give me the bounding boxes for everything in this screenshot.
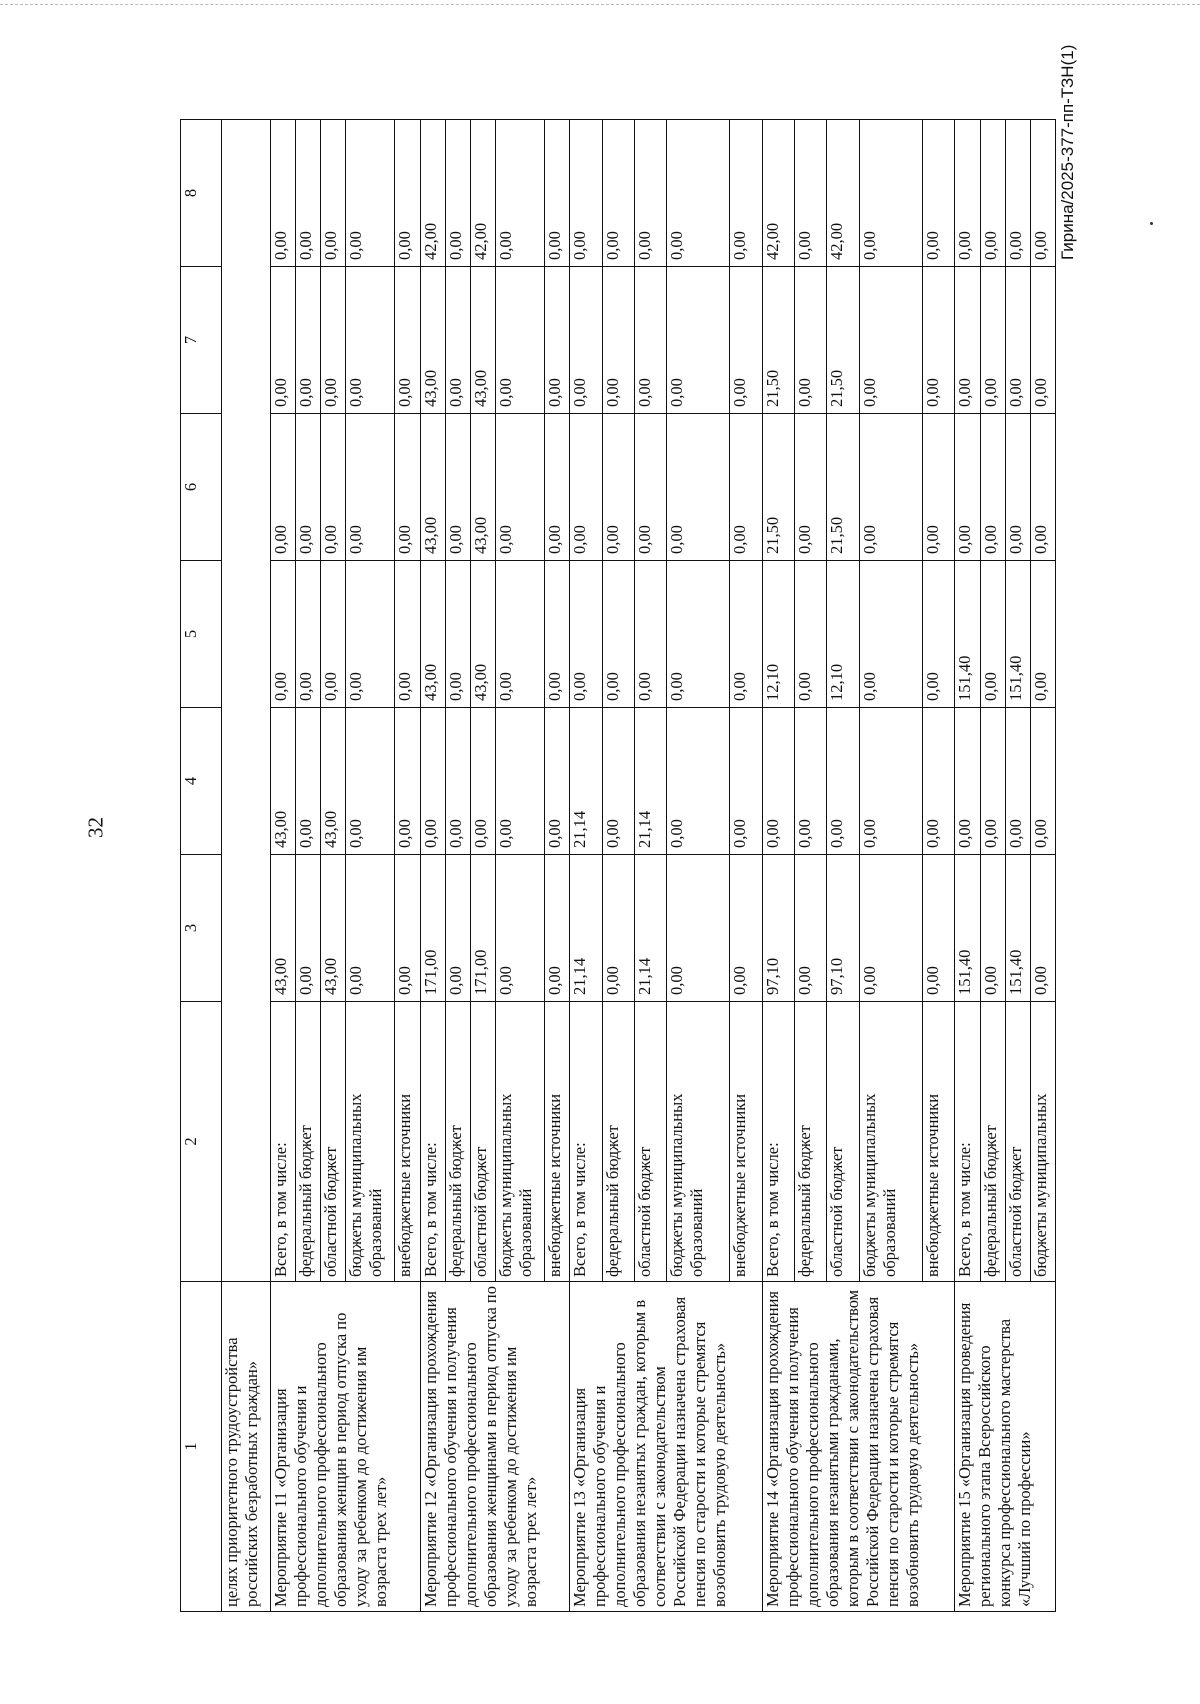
amount-cell: 0,00 bbox=[923, 120, 955, 267]
amount-cell: 0,00 bbox=[859, 120, 922, 267]
amount-cell: 0,00 bbox=[955, 267, 980, 414]
amount-cell: 171,00 bbox=[420, 855, 445, 1002]
amount-cell: 43,00 bbox=[420, 561, 445, 708]
amount-cell: 0,00 bbox=[955, 120, 980, 267]
amount-cell: 0,00 bbox=[980, 561, 1005, 708]
amount-cell: 0,00 bbox=[634, 120, 666, 267]
amount-cell: 0,00 bbox=[545, 708, 570, 855]
funding-source-label: областной бюджет bbox=[1005, 1002, 1030, 1282]
amount-cell: 0,00 bbox=[1005, 267, 1030, 414]
amount-cell: 43,00 bbox=[470, 561, 495, 708]
amount-cell: 0,00 bbox=[545, 414, 570, 561]
amount-cell: 0,00 bbox=[730, 561, 762, 708]
amount-cell: 151,40 bbox=[955, 561, 980, 708]
amount-cell: 0,00 bbox=[346, 708, 395, 855]
amount-cell: 0,00 bbox=[1030, 267, 1055, 414]
amount-cell: 0,00 bbox=[667, 855, 730, 1002]
amount-cell: 0,00 bbox=[346, 267, 395, 414]
amount-cell: 0,00 bbox=[1030, 855, 1055, 1002]
column-header-2: 2 bbox=[181, 1002, 222, 1282]
amount-cell: 0,00 bbox=[634, 414, 666, 561]
amount-cell: 0,00 bbox=[495, 708, 544, 855]
funding-source-label: бюджеты муниципальных образований bbox=[495, 1002, 544, 1282]
amount-cell: 0,00 bbox=[395, 855, 420, 1002]
document-code: Гирина/2025-377-пп-ТЗН(1) bbox=[1058, 44, 1077, 260]
amount-cell: 0,00 bbox=[395, 561, 420, 708]
amount-cell: 0,00 bbox=[321, 414, 346, 561]
amount-cell: 0,00 bbox=[495, 120, 544, 267]
funding-source-label: федеральный бюджет bbox=[980, 1002, 1005, 1282]
table-row bbox=[762, 120, 794, 1612]
funding-source-label: внебюджетные источники bbox=[395, 1002, 420, 1282]
stray-mark bbox=[1150, 222, 1153, 225]
intro-row bbox=[222, 120, 271, 1612]
funding-source-label: областной бюджет bbox=[470, 1002, 495, 1282]
budget-table-rotated bbox=[180, 119, 1056, 1612]
amount-cell: 0,00 bbox=[762, 708, 794, 855]
amount-cell: 0,00 bbox=[980, 120, 1005, 267]
amount-cell: 0,00 bbox=[955, 414, 980, 561]
amount-cell: 21,50 bbox=[762, 414, 794, 561]
amount-cell: 0,00 bbox=[395, 414, 420, 561]
amount-cell: 0,00 bbox=[495, 267, 544, 414]
amount-cell: 0,00 bbox=[730, 267, 762, 414]
amount-cell: 0,00 bbox=[795, 561, 827, 708]
amount-cell: 0,00 bbox=[1030, 414, 1055, 561]
funding-source-label: Всего, в том числе: bbox=[271, 1002, 296, 1282]
column-header-5: 5 bbox=[181, 561, 222, 708]
amount-cell: 171,00 bbox=[470, 855, 495, 1002]
table-row bbox=[955, 120, 980, 1612]
amount-cell: 0,00 bbox=[271, 120, 296, 267]
budget-table bbox=[180, 119, 1056, 1612]
column-header-4: 4 bbox=[181, 708, 222, 855]
amount-cell: 0,00 bbox=[667, 708, 730, 855]
amount-cell: 0,00 bbox=[346, 855, 395, 1002]
amount-cell: 0,00 bbox=[445, 120, 470, 267]
amount-cell: 151,40 bbox=[1005, 561, 1030, 708]
amount-cell: 0,00 bbox=[570, 120, 602, 267]
amount-cell: 0,00 bbox=[1005, 120, 1030, 267]
amount-cell: 0,00 bbox=[445, 414, 470, 561]
amount-cell: 0,00 bbox=[795, 708, 827, 855]
amount-cell: 42,00 bbox=[827, 120, 859, 267]
amount-cell: 0,00 bbox=[346, 120, 395, 267]
measure-title: Мероприятие 14 «Организация прохождения профессионального обучения и получения дополнительного профессионального образования незанятыми гражданами, которым в соответствии с законодательством Российской Федерации назначена страховая пенсия по старости и которые стремятся возобновить трудовую деятельность» bbox=[762, 1282, 955, 1612]
amount-cell: 0,00 bbox=[296, 267, 321, 414]
amount-cell: 42,00 bbox=[420, 120, 445, 267]
amount-cell: 0,00 bbox=[1030, 708, 1055, 855]
amount-cell: 0,00 bbox=[420, 708, 445, 855]
amount-cell: 0,00 bbox=[296, 708, 321, 855]
amount-cell: 0,00 bbox=[1030, 561, 1055, 708]
amount-cell: 0,00 bbox=[1005, 708, 1030, 855]
amount-cell: 0,00 bbox=[570, 414, 602, 561]
amount-cell: 0,00 bbox=[923, 267, 955, 414]
amount-cell: 21,50 bbox=[762, 267, 794, 414]
amount-cell: 0,00 bbox=[321, 120, 346, 267]
amount-cell: 0,00 bbox=[346, 561, 395, 708]
amount-cell: 0,00 bbox=[602, 414, 634, 561]
amount-cell: 0,00 bbox=[346, 414, 395, 561]
funding-source-label: Всего, в том числе: bbox=[420, 1002, 445, 1282]
amount-cell: 0,00 bbox=[495, 414, 544, 561]
column-header-1: 1 bbox=[181, 1282, 222, 1612]
amount-cell: 43,00 bbox=[321, 855, 346, 1002]
amount-cell: 0,00 bbox=[445, 267, 470, 414]
scan-edge-line bbox=[0, 4, 1200, 5]
intro-text: целях приоритетного трудоустройства российских безработных граждан» bbox=[222, 1282, 271, 1612]
amount-cell: 43,00 bbox=[470, 414, 495, 561]
funding-source-label: Всего, в том числе: bbox=[762, 1002, 794, 1282]
amount-cell: 0,00 bbox=[923, 708, 955, 855]
amount-cell: 42,00 bbox=[470, 120, 495, 267]
funding-source-label: бюджеты муниципальных образований bbox=[346, 1002, 395, 1282]
amount-cell: 0,00 bbox=[445, 561, 470, 708]
amount-cell: 0,00 bbox=[795, 120, 827, 267]
amount-cell: 43,00 bbox=[470, 267, 495, 414]
column-header-6: 6 bbox=[181, 414, 222, 561]
amount-cell: 12,10 bbox=[762, 561, 794, 708]
funding-source-label: бюджеты муниципальных образований bbox=[859, 1002, 922, 1282]
page-number: 32 bbox=[83, 817, 108, 838]
amount-cell: 0,00 bbox=[667, 267, 730, 414]
amount-cell: 0,00 bbox=[923, 855, 955, 1002]
amount-cell: 0,00 bbox=[445, 708, 470, 855]
amount-cell: 43,00 bbox=[420, 414, 445, 561]
amount-cell: 21,14 bbox=[634, 855, 666, 1002]
amount-cell: 0,00 bbox=[955, 708, 980, 855]
amount-cell: 0,00 bbox=[395, 120, 420, 267]
amount-cell: 12,10 bbox=[827, 561, 859, 708]
amount-cell: 0,00 bbox=[980, 267, 1005, 414]
amount-cell: 0,00 bbox=[271, 561, 296, 708]
amount-cell: 151,40 bbox=[955, 855, 980, 1002]
amount-cell: 0,00 bbox=[634, 561, 666, 708]
amount-cell: 0,00 bbox=[445, 855, 470, 1002]
amount-cell: 0,00 bbox=[296, 561, 321, 708]
funding-source-label: областной бюджет bbox=[634, 1002, 666, 1282]
header-row bbox=[181, 120, 222, 1612]
funding-source-label: областной бюджет bbox=[321, 1002, 346, 1282]
table-row bbox=[420, 120, 445, 1612]
amount-cell: 0,00 bbox=[795, 414, 827, 561]
amount-cell: 21,50 bbox=[827, 414, 859, 561]
table-row bbox=[271, 120, 296, 1612]
funding-source-label: Всего, в том числе: bbox=[570, 1002, 602, 1282]
measure-title: Мероприятие 15 «Организация проведения регионального этапа Всероссийского конкурса профессионального мастерства «Лучший по профессии» bbox=[955, 1282, 1056, 1612]
amount-cell: 21,14 bbox=[570, 708, 602, 855]
amount-cell: 0,00 bbox=[667, 120, 730, 267]
amount-cell: 43,00 bbox=[271, 855, 296, 1002]
amount-cell: 0,00 bbox=[545, 120, 570, 267]
table-row bbox=[570, 120, 602, 1612]
amount-cell: 43,00 bbox=[271, 708, 296, 855]
amount-cell: 151,40 bbox=[1005, 855, 1030, 1002]
amount-cell: 0,00 bbox=[667, 414, 730, 561]
amount-cell: 0,00 bbox=[321, 561, 346, 708]
amount-cell: 43,00 bbox=[420, 267, 445, 414]
amount-cell: 0,00 bbox=[923, 561, 955, 708]
amount-cell: 0,00 bbox=[570, 267, 602, 414]
amount-cell: 0,00 bbox=[1030, 120, 1055, 267]
amount-cell: 0,00 bbox=[395, 267, 420, 414]
measure-title: Мероприятие 13 «Организация профессионального обучения и дополнительного профессионального образования незанятых граждан, которым в соответствии с законодательством Российской Федерации назначена страховая пенсия по старости и которые стремятся возобновить трудовую деятельность» bbox=[570, 1282, 763, 1612]
amount-cell: 0,00 bbox=[730, 120, 762, 267]
amount-cell: 0,00 bbox=[859, 414, 922, 561]
amount-cell: 0,00 bbox=[296, 855, 321, 1002]
amount-cell: 97,10 bbox=[762, 855, 794, 1002]
amount-cell: 21,14 bbox=[634, 708, 666, 855]
amount-cell: 0,00 bbox=[602, 120, 634, 267]
amount-cell: 0,00 bbox=[545, 855, 570, 1002]
amount-cell: 0,00 bbox=[980, 708, 1005, 855]
column-header-7: 7 bbox=[181, 267, 222, 414]
amount-cell: 21,50 bbox=[827, 267, 859, 414]
amount-cell: 0,00 bbox=[859, 855, 922, 1002]
intro-empty-cell bbox=[222, 120, 271, 1282]
column-header-3: 3 bbox=[181, 855, 222, 1002]
amount-cell: 0,00 bbox=[470, 708, 495, 855]
table-body bbox=[181, 120, 1056, 1612]
amount-cell: 0,00 bbox=[730, 708, 762, 855]
funding-source-label: федеральный бюджет bbox=[296, 1002, 321, 1282]
column-header-8: 8 bbox=[181, 120, 222, 267]
amount-cell: 0,00 bbox=[271, 267, 296, 414]
funding-source-label: областной бюджет bbox=[827, 1002, 859, 1282]
amount-cell: 0,00 bbox=[859, 708, 922, 855]
funding-source-label: федеральный бюджет bbox=[602, 1002, 634, 1282]
amount-cell: 0,00 bbox=[602, 267, 634, 414]
funding-source-label: федеральный бюджет bbox=[795, 1002, 827, 1282]
amount-cell: 0,00 bbox=[1005, 414, 1030, 561]
amount-cell: 0,00 bbox=[296, 414, 321, 561]
amount-cell: 0,00 bbox=[730, 414, 762, 561]
amount-cell: 97,10 bbox=[827, 855, 859, 1002]
amount-cell: 42,00 bbox=[762, 120, 794, 267]
amount-cell: 0,00 bbox=[602, 561, 634, 708]
amount-cell: 0,00 bbox=[495, 561, 544, 708]
amount-cell: 0,00 bbox=[602, 855, 634, 1002]
measure-title: Мероприятие 12 «Организация прохождения профессионального обучения и получения дополнительного профессионального образования женщинами в период отпуска по уходу за ребенком до достижения им возраста трех лет» bbox=[420, 1282, 570, 1612]
amount-cell: 0,00 bbox=[859, 267, 922, 414]
amount-cell: 0,00 bbox=[859, 561, 922, 708]
amount-cell: 0,00 bbox=[602, 708, 634, 855]
amount-cell: 0,00 bbox=[730, 855, 762, 1002]
funding-source-label: внебюджетные источники bbox=[923, 1002, 955, 1282]
amount-cell: 0,00 bbox=[980, 855, 1005, 1002]
amount-cell: 0,00 bbox=[795, 267, 827, 414]
amount-cell: 0,00 bbox=[321, 267, 346, 414]
amount-cell: 43,00 bbox=[321, 708, 346, 855]
amount-cell: 0,00 bbox=[923, 414, 955, 561]
amount-cell: 0,00 bbox=[827, 708, 859, 855]
amount-cell: 0,00 bbox=[667, 561, 730, 708]
funding-source-label: внебюджетные источники bbox=[545, 1002, 570, 1282]
amount-cell: 0,00 bbox=[271, 414, 296, 561]
funding-source-label: Всего, в том числе: bbox=[955, 1002, 980, 1282]
amount-cell: 0,00 bbox=[980, 414, 1005, 561]
amount-cell: 0,00 bbox=[395, 708, 420, 855]
amount-cell: 0,00 bbox=[634, 267, 666, 414]
funding-source-label: бюджеты муниципальных образований bbox=[667, 1002, 730, 1282]
measure-title: Мероприятие 11 «Организация профессионального обучения и дополнительного профессионального образования женщин в период отпуска по уходу за ребенком до достижения им возраста трех лет» bbox=[271, 1282, 421, 1612]
amount-cell: 21,14 bbox=[570, 855, 602, 1002]
amount-cell: 0,00 bbox=[570, 561, 602, 708]
amount-cell: 0,00 bbox=[545, 561, 570, 708]
funding-source-label: внебюджетные источники bbox=[730, 1002, 762, 1282]
amount-cell: 0,00 bbox=[495, 855, 544, 1002]
funding-source-label: бюджеты муниципальных bbox=[1030, 1002, 1055, 1282]
amount-cell: 0,00 bbox=[795, 855, 827, 1002]
funding-source-label: федеральный бюджет bbox=[445, 1002, 470, 1282]
amount-cell: 0,00 bbox=[545, 267, 570, 414]
amount-cell: 0,00 bbox=[296, 120, 321, 267]
